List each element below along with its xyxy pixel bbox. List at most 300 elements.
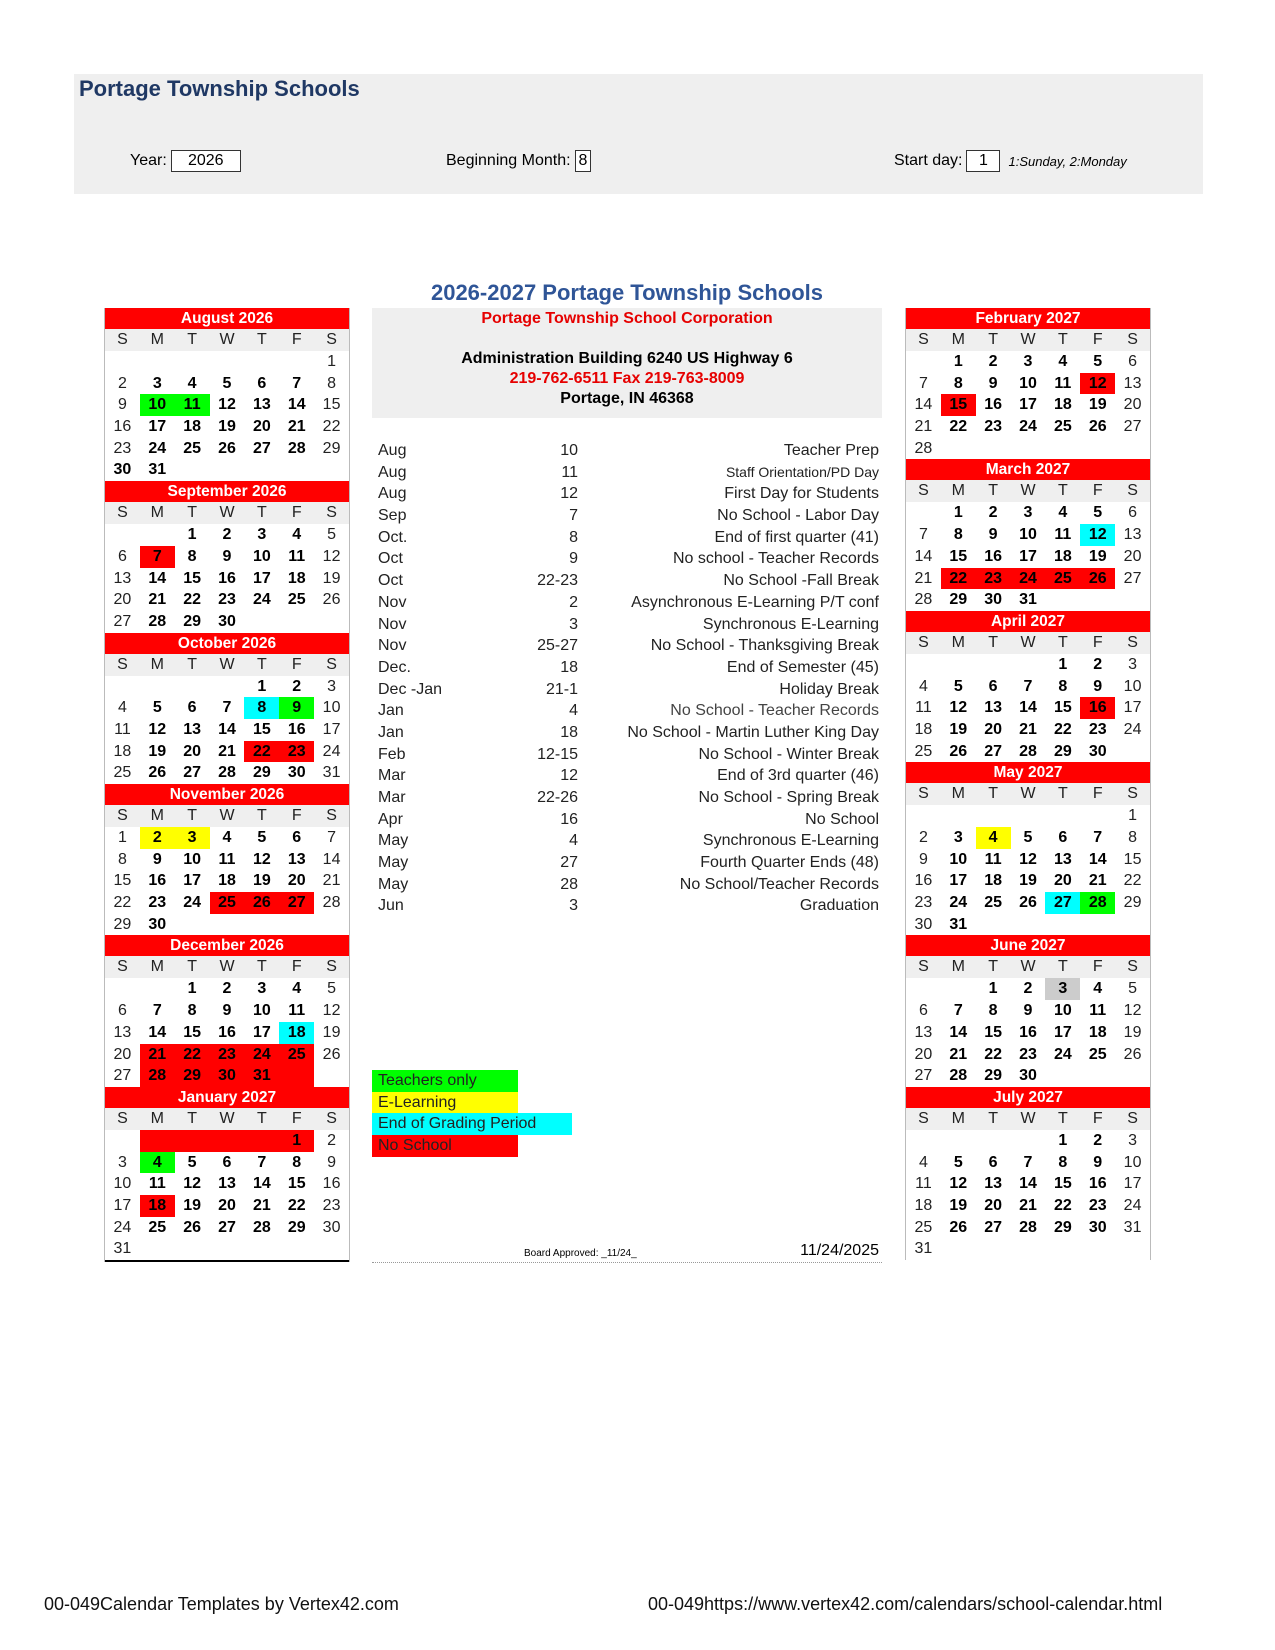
day-cell[interactable]: 27 (1045, 892, 1080, 914)
day-cell[interactable]: 7 (327, 829, 337, 846)
day-cell[interactable]: 9 (152, 850, 162, 868)
day-cell[interactable]: 18 (218, 872, 236, 890)
day-cell[interactable]: 3 (117, 1153, 127, 1171)
day-cell[interactable]: 20 (113, 1045, 132, 1063)
day-cell[interactable]: 3 (1045, 978, 1080, 1000)
day-cell[interactable]: 28 (287, 439, 306, 457)
day-cell[interactable]: 27 (218, 1218, 236, 1236)
day-cell[interactable]: 7 (1093, 829, 1103, 846)
day-cell[interactable]: 28 (148, 612, 167, 630)
day-cell[interactable]: 10 (183, 850, 202, 868)
day-cell[interactable]: 24 (183, 894, 202, 912)
day-cell[interactable]: 20 (1123, 396, 1142, 414)
day-cell[interactable]: 25 (984, 894, 1003, 912)
day-cell[interactable]: 22 (949, 418, 968, 436)
day-cell[interactable]: 30 (914, 915, 933, 933)
day-cell[interactable]: 28 (914, 439, 933, 457)
day-cell[interactable]: 11 (915, 1175, 932, 1193)
day-cell[interactable]: 28 (1019, 1218, 1037, 1236)
day-cell[interactable]: 5 (187, 1153, 197, 1171)
day-cell[interactable]: 25 (113, 764, 132, 782)
day-cell[interactable]: 29 (949, 591, 968, 609)
day-cell[interactable]: 6 (1128, 353, 1138, 370)
day-cell[interactable]: 16 (914, 872, 933, 890)
day-cell[interactable]: 26 (218, 439, 236, 457)
day-cell[interactable]: 28 (1019, 742, 1037, 760)
day-cell[interactable]: 26 (949, 742, 968, 760)
day-cell[interactable]: 14 (252, 1175, 271, 1193)
day-cell[interactable]: 14 (1019, 699, 1037, 717)
start-day-input[interactable]: 1 (966, 150, 1000, 172)
day-cell[interactable]: 31 (244, 1065, 279, 1087)
day-cell[interactable]: 18 (183, 418, 202, 436)
day-cell[interactable]: 8 (1128, 829, 1138, 846)
day-cell[interactable]: 20 (984, 1196, 1003, 1214)
day-cell[interactable]: 19 (322, 1023, 341, 1041)
day-cell[interactable]: 12 (322, 547, 341, 565)
day-cell[interactable]: 24 (1011, 568, 1046, 590)
day-cell[interactable]: 8 (953, 374, 963, 392)
day-cell[interactable]: 19 (252, 872, 271, 890)
day-cell[interactable]: 5 (222, 374, 232, 392)
day-cell[interactable]: 12 (949, 699, 968, 717)
day-cell[interactable]: 2 (1093, 1131, 1103, 1149)
day-cell[interactable]: 23 (976, 568, 1011, 590)
day-cell[interactable]: 12 (148, 720, 167, 738)
day-cell[interactable]: 26 (949, 1218, 968, 1236)
day-cell[interactable]: 1 (257, 677, 267, 695)
day-cell[interactable]: 7 (222, 699, 232, 717)
day-cell[interactable]: 6 (988, 677, 998, 695)
day-cell[interactable]: 11 (915, 699, 932, 717)
day-cell[interactable]: 18 (287, 569, 306, 587)
day-cell[interactable]: 26 (1123, 1045, 1142, 1063)
day-cell[interactable]: 23 (914, 894, 933, 912)
day-cell[interactable]: 16 (287, 720, 306, 738)
day-cell[interactable]: 4 (292, 526, 302, 544)
day-cell[interactable]: 23 (1088, 1196, 1107, 1214)
day-cell[interactable]: 20 (113, 591, 132, 609)
day-cell[interactable]: 29 (322, 439, 341, 457)
day-cell[interactable]: 27 (1123, 569, 1142, 587)
day-cell[interactable]: 17 (252, 569, 271, 587)
day-cell[interactable]: 20 (914, 1045, 933, 1063)
day-cell[interactable]: 15 (287, 1175, 306, 1193)
day-cell[interactable]: 1 (953, 504, 963, 522)
day-cell[interactable]: 3 (953, 829, 963, 846)
day-cell[interactable]: 26 (1088, 418, 1107, 436)
day-cell[interactable]: 24 (1123, 1196, 1142, 1214)
day-cell[interactable]: 4 (140, 1152, 175, 1174)
day-cell[interactable]: 9 (988, 374, 998, 392)
day-cell[interactable]: 2 (117, 374, 127, 392)
day-cell[interactable]: 27 (984, 742, 1003, 760)
day-cell[interactable]: 10 (949, 850, 968, 868)
day-cell[interactable]: 29 (1053, 742, 1072, 760)
day-cell[interactable]: 11 (288, 1002, 306, 1020)
beginning-month-input[interactable]: 8 (575, 150, 592, 172)
day-cell[interactable]: 6 (988, 1153, 998, 1171)
day-cell[interactable]: 15 (949, 547, 968, 565)
day-cell[interactable]: 6 (918, 1002, 928, 1020)
day-cell[interactable]: 27 (252, 439, 271, 457)
day-cell[interactable]: 15 (113, 872, 132, 890)
day-cell[interactable]: 26 (322, 591, 341, 609)
day-cell[interactable]: 13 (1123, 526, 1142, 544)
day-cell[interactable]: 1 (1058, 655, 1068, 673)
day-cell[interactable]: 5 (152, 699, 162, 717)
day-cell[interactable]: 10 (322, 699, 341, 717)
day-cell[interactable]: 27 (113, 612, 132, 630)
day-cell[interactable]: 25 (148, 1218, 167, 1236)
day-cell[interactable]: 18 (984, 872, 1003, 890)
day-cell[interactable]: 17 (1019, 547, 1037, 565)
day-cell[interactable]: 16 (218, 1023, 236, 1041)
day-cell[interactable]: 22 (1123, 872, 1142, 890)
day-cell[interactable]: 27 (984, 1218, 1003, 1236)
day-cell[interactable]: 13 (1123, 374, 1142, 392)
day-cell[interactable]: 2 (292, 677, 302, 695)
day-cell[interactable]: 8 (1058, 677, 1068, 695)
day-cell[interactable]: 25 (210, 892, 245, 914)
day-cell[interactable]: 13 (218, 1175, 236, 1193)
day-cell[interactable]: 14 (1088, 850, 1107, 868)
day-cell[interactable]: 11 (218, 850, 236, 868)
day-cell[interactable]: 17 (1123, 1175, 1142, 1193)
day-cell[interactable]: 21 (218, 742, 236, 760)
day-cell[interactable]: 28 (218, 764, 236, 782)
day-cell[interactable]: 4 (187, 374, 197, 392)
day-cell[interactable]: 11 (984, 850, 1002, 868)
day-cell[interactable]: 6 (292, 829, 302, 846)
day-cell[interactable]: 3 (327, 677, 337, 695)
day-cell[interactable]: 17 (322, 720, 341, 738)
day-cell[interactable]: 21 (287, 418, 306, 436)
day-cell[interactable]: 6 (117, 1002, 127, 1020)
day-cell[interactable]: 17 (1019, 396, 1037, 414)
day-cell[interactable]: 9 (1093, 1153, 1103, 1171)
day-cell[interactable]: 18 (1088, 1023, 1107, 1041)
day-cell[interactable]: 3 (1128, 655, 1138, 673)
day-cell[interactable]: 19 (1123, 1023, 1142, 1041)
day-cell[interactable]: 31 (949, 915, 968, 933)
day-cell[interactable]: 15 (183, 569, 202, 587)
day-cell[interactable]: 3 (175, 827, 210, 849)
day-cell[interactable]: 22 (984, 1045, 1003, 1063)
day-cell[interactable]: 14 (914, 547, 933, 565)
day-cell[interactable]: 31 (1123, 1218, 1142, 1236)
day-cell[interactable]: 12 (1080, 373, 1115, 395)
day-cell[interactable]: 15 (941, 394, 976, 416)
day-cell[interactable]: 9 (1023, 1002, 1033, 1020)
day-cell[interactable]: 26 (183, 1218, 202, 1236)
day-cell[interactable]: 7 (152, 1002, 162, 1020)
day-cell[interactable]: 21 (148, 591, 167, 609)
day-cell[interactable]: 30 (984, 591, 1003, 609)
day-cell[interactable]: 1 (1058, 1131, 1068, 1149)
day-cell[interactable]: 12 (1123, 1002, 1142, 1020)
day-cell[interactable]: 22 (1053, 1196, 1072, 1214)
day-cell[interactable]: 17 (113, 1196, 132, 1214)
day-cell[interactable]: 20 (287, 872, 306, 890)
day-cell[interactable]: 22 (1053, 720, 1072, 738)
day-cell[interactable]: 28 (322, 894, 341, 912)
day-cell[interactable]: 3 (257, 526, 267, 544)
day-cell[interactable]: 2 (918, 829, 928, 846)
day-cell[interactable]: 15 (322, 396, 341, 414)
day-cell[interactable]: 23 (218, 591, 236, 609)
day-cell[interactable]: 22 (244, 741, 279, 763)
day-cell[interactable]: 9 (117, 396, 127, 414)
day-cell[interactable]: 23 (113, 439, 132, 457)
day-cell[interactable]: 17 (148, 418, 167, 436)
day-cell[interactable]: 20 (183, 742, 202, 760)
day-cell[interactable]: 23 (1019, 1045, 1037, 1063)
day-cell[interactable]: 24 (1053, 1045, 1072, 1063)
day-cell[interactable]: 21 (140, 1044, 175, 1066)
day-cell[interactable]: 20 (1123, 547, 1142, 565)
day-cell[interactable]: 21 (949, 1045, 968, 1063)
day-cell[interactable]: 12 (218, 396, 236, 414)
day-cell[interactable]: 21 (914, 569, 933, 587)
day-cell[interactable]: 8 (988, 1002, 998, 1020)
day-cell[interactable]: 9 (222, 547, 232, 565)
day-cell[interactable]: 9 (918, 850, 928, 868)
day-cell[interactable]: 15 (1053, 699, 1072, 717)
day-cell[interactable]: 16 (1088, 1175, 1107, 1193)
day-cell[interactable]: 9 (327, 1153, 337, 1171)
day-cell[interactable]: 10 (1019, 374, 1037, 392)
day-cell[interactable]: 20 (984, 720, 1003, 738)
day-cell[interactable]: 5 (327, 526, 337, 544)
day-cell[interactable]: 14 (148, 569, 167, 587)
day-cell[interactable]: 1 (187, 980, 197, 998)
day-cell[interactable]: 29 (175, 1065, 210, 1087)
day-cell[interactable]: 13 (183, 720, 202, 738)
day-cell[interactable]: 25 (914, 1218, 933, 1236)
day-cell[interactable]: 7 (1023, 1153, 1033, 1171)
day-cell[interactable]: 18 (113, 742, 132, 760)
day-cell[interactable]: 6 (117, 547, 127, 565)
day-cell[interactable]: 30 (210, 1065, 245, 1087)
day-cell[interactable]: 22 (175, 1044, 210, 1066)
day-cell[interactable]: 8 (1058, 1153, 1068, 1171)
day-cell[interactable]: 17 (1123, 699, 1142, 717)
day-cell[interactable]: 29 (287, 1218, 306, 1236)
day-cell[interactable]: 26 (148, 764, 167, 782)
day-cell[interactable]: 11 (288, 547, 306, 565)
day-cell[interactable]: 26 (244, 892, 279, 914)
day-cell[interactable]: 14 (322, 850, 341, 868)
day-cell[interactable]: 10 (252, 1002, 271, 1020)
day-cell[interactable]: 14 (949, 1023, 968, 1041)
day-cell[interactable]: 27 (279, 892, 314, 914)
day-cell[interactable]: 2 (988, 504, 998, 522)
day-cell[interactable]: 6 (1058, 829, 1068, 846)
day-cell[interactable]: 31 (148, 461, 167, 479)
day-cell[interactable]: 1 (279, 1130, 314, 1152)
day-cell[interactable]: 7 (140, 546, 175, 568)
day-cell[interactable]: 16 (218, 569, 236, 587)
day-cell[interactable]: 31 (113, 1240, 132, 1258)
day-cell[interactable]: 11 (148, 1175, 166, 1193)
day-cell[interactable]: 19 (949, 720, 968, 738)
day-cell[interactable]: 15 (1053, 1175, 1072, 1193)
day-cell[interactable]: 16 (1080, 697, 1115, 719)
day-cell[interactable]: 17 (252, 1023, 271, 1041)
day-cell[interactable]: 9 (222, 1002, 232, 1020)
day-cell[interactable]: 5 (327, 980, 337, 998)
day-cell[interactable]: 20 (1053, 872, 1072, 890)
day-cell[interactable]: 17 (949, 872, 968, 890)
day-cell[interactable]: 30 (218, 612, 236, 630)
day-cell[interactable]: 2 (1023, 980, 1033, 998)
day-cell[interactable]: 25 (1053, 418, 1072, 436)
day-cell[interactable]: 19 (1088, 547, 1107, 565)
day-cell[interactable]: 9 (988, 526, 998, 544)
day-cell[interactable]: 24 (113, 1218, 132, 1236)
day-cell[interactable]: 21 (322, 872, 341, 890)
day-cell[interactable]: 8 (244, 697, 279, 719)
day-cell[interactable]: 4 (918, 1153, 928, 1171)
day-cell[interactable]: 15 (984, 1023, 1003, 1041)
day-cell[interactable]: 3 (1023, 504, 1033, 522)
day-cell[interactable]: 8 (953, 526, 963, 544)
day-cell[interactable]: 30 (113, 461, 132, 479)
day-cell[interactable]: 28 (949, 1067, 968, 1085)
day-cell[interactable]: 1 (953, 353, 963, 370)
day-cell[interactable]: 30 (322, 1218, 341, 1236)
day-cell[interactable]: 13 (1053, 850, 1072, 868)
day-cell[interactable]: 1 (1128, 807, 1138, 825)
day-cell[interactable]: 16 (984, 396, 1003, 414)
day-cell[interactable]: 14 (1019, 1175, 1037, 1193)
day-cell[interactable]: 19 (1019, 872, 1037, 890)
day-cell[interactable]: 27 (183, 764, 202, 782)
day-cell[interactable]: 13 (984, 699, 1003, 717)
day-cell[interactable]: 12 (322, 1002, 341, 1020)
day-cell[interactable]: 3 (257, 980, 267, 998)
day-cell[interactable]: 1 (117, 829, 127, 846)
day-cell[interactable]: 28 (252, 1218, 271, 1236)
day-cell[interactable]: 18 (914, 720, 933, 738)
day-cell[interactable]: 15 (1123, 850, 1142, 868)
day-cell[interactable]: 25 (1045, 568, 1080, 590)
day-cell[interactable]: 16 (148, 872, 167, 890)
day-cell[interactable]: 20 (252, 418, 271, 436)
day-cell[interactable]: 4 (1058, 504, 1068, 522)
day-cell[interactable]: 10 (113, 1175, 132, 1193)
day-cell[interactable]: 15 (252, 720, 271, 738)
day-cell[interactable]: 1 (988, 980, 998, 998)
day-cell[interactable]: 21 (1088, 872, 1107, 890)
day-cell[interactable]: 22 (941, 568, 976, 590)
day-cell[interactable]: 7 (918, 526, 928, 544)
day-cell[interactable]: 4 (117, 699, 127, 717)
day-cell[interactable]: 25 (1088, 1045, 1107, 1063)
day-cell[interactable]: 30 (1088, 1218, 1107, 1236)
day-cell[interactable]: 19 (1088, 396, 1107, 414)
day-cell[interactable]: 26 (322, 1045, 341, 1063)
day-cell[interactable]: 6 (1128, 504, 1138, 522)
day-cell[interactable]: 27 (113, 1067, 132, 1085)
day-cell[interactable]: 15 (183, 1023, 202, 1041)
day-cell[interactable]: 14 (218, 720, 236, 738)
day-cell[interactable]: 12 (183, 1175, 202, 1193)
day-cell[interactable]: 10 (1123, 1153, 1142, 1171)
day-cell[interactable]: 4 (1093, 980, 1103, 998)
day-cell[interactable]: 29 (252, 764, 271, 782)
day-cell[interactable]: 22 (287, 1196, 306, 1214)
day-cell[interactable]: 25 (279, 1044, 314, 1066)
day-cell[interactable]: 31 (914, 1240, 933, 1258)
day-cell[interactable]: 5 (953, 1153, 963, 1171)
day-cell[interactable]: 2 (1093, 655, 1103, 673)
day-cell[interactable]: 23 (984, 418, 1003, 436)
day-cell[interactable]: 2 (327, 1131, 337, 1149)
day-cell[interactable]: 1 (187, 526, 197, 544)
day-cell[interactable]: 19 (218, 418, 236, 436)
day-cell[interactable]: 4 (292, 980, 302, 998)
day-cell[interactable]: 14 (914, 396, 933, 414)
day-cell[interactable]: 14 (287, 396, 306, 414)
day-cell[interactable]: 13 (113, 1023, 132, 1041)
day-cell[interactable]: 13 (252, 396, 271, 414)
day-cell[interactable]: 24 (1019, 418, 1037, 436)
day-cell[interactable]: 28 (140, 1065, 175, 1087)
footer-right[interactable]: 00-049https://www.vertex42.com/calendars/school-calendar.html (648, 1594, 1163, 1614)
day-cell[interactable]: 12 (252, 850, 271, 868)
day-cell[interactable]: 11 (1089, 1002, 1107, 1020)
day-cell[interactable]: 13 (984, 1175, 1003, 1193)
day-cell[interactable]: 1 (327, 353, 337, 370)
day-cell[interactable]: 28 (1080, 892, 1115, 914)
day-cell[interactable]: 5 (1128, 980, 1138, 998)
day-cell[interactable]: 9 (1093, 677, 1103, 695)
day-cell[interactable]: 24 (1123, 720, 1142, 738)
day-cell[interactable]: 13 (113, 569, 132, 587)
day-cell[interactable]: 16 (1019, 1023, 1037, 1041)
day-cell[interactable]: 28 (914, 591, 933, 609)
day-cell[interactable]: 25 (183, 439, 202, 457)
day-cell[interactable]: 26 (1080, 568, 1115, 590)
day-cell[interactable]: 8 (117, 850, 127, 868)
day-cell[interactable]: 5 (953, 677, 963, 695)
day-cell[interactable]: 21 (1019, 720, 1037, 738)
day-cell[interactable]: 10 (140, 394, 175, 416)
day-cell[interactable]: 3 (1023, 353, 1033, 370)
day-cell[interactable]: 11 (1054, 526, 1072, 544)
day-cell[interactable]: 18 (279, 1022, 314, 1044)
day-cell[interactable]: 5 (257, 829, 267, 846)
day-cell[interactable]: 5 (1093, 504, 1103, 522)
day-cell[interactable]: 29 (183, 612, 202, 630)
day-cell[interactable]: 8 (187, 1002, 197, 1020)
day-cell[interactable]: 19 (322, 569, 341, 587)
day-cell[interactable]: 22 (113, 894, 132, 912)
day-cell[interactable]: 2 (140, 827, 175, 849)
day-cell[interactable]: 31 (1019, 591, 1037, 609)
day-cell[interactable]: 19 (148, 742, 167, 760)
day-cell[interactable]: 16 (322, 1175, 341, 1193)
day-cell[interactable]: 7 (918, 374, 928, 392)
day-cell[interactable]: 7 (257, 1153, 267, 1171)
day-cell[interactable]: 23 (210, 1044, 245, 1066)
day-cell[interactable]: 25 (287, 591, 306, 609)
day-cell[interactable]: 22 (183, 591, 202, 609)
day-cell[interactable]: 25 (914, 742, 933, 760)
day-cell[interactable]: 19 (949, 1196, 968, 1214)
